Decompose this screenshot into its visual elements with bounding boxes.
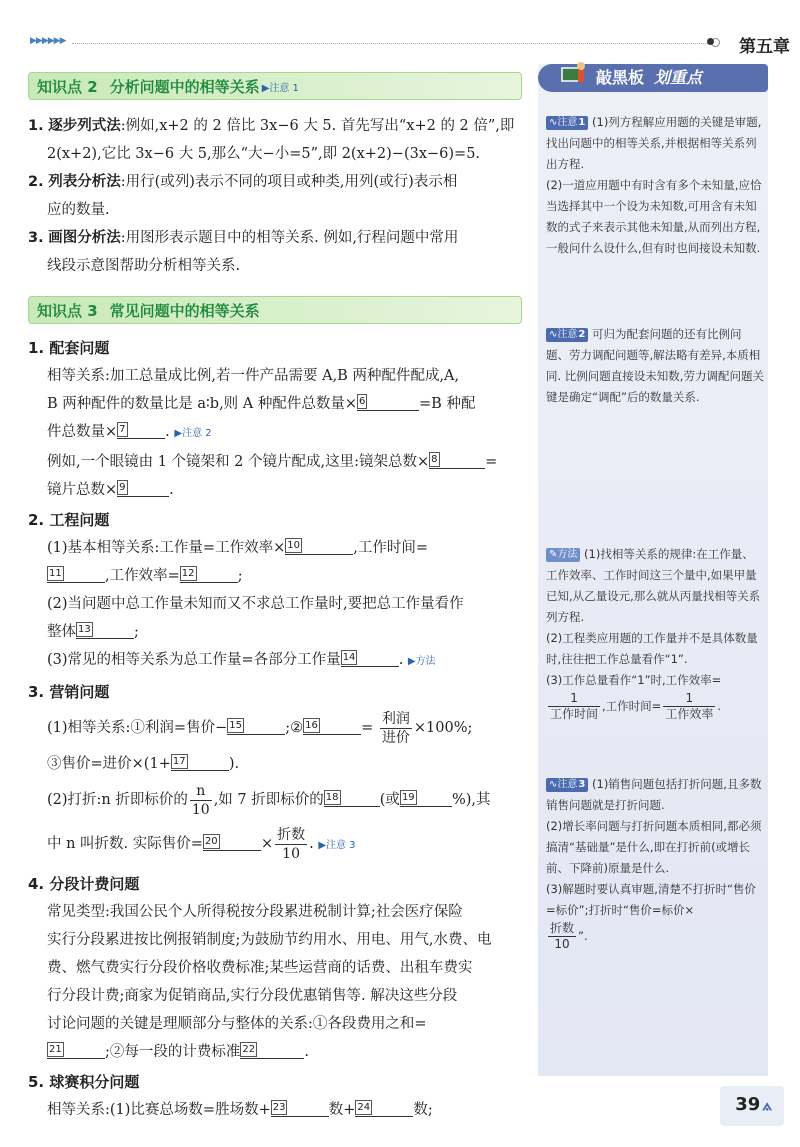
item-number: 1.: [28, 118, 44, 134]
kp2-label: 知识点 2: [37, 77, 98, 96]
note3-link[interactable]: ▶注意 3: [318, 840, 356, 851]
kp3-title: 常见问题中的相等关系: [109, 301, 260, 320]
efficiency-fraction: $\frac{1}{\text{工作时间}}$: [550, 691, 599, 721]
blank-22[interactable]: 22: [240, 1041, 304, 1059]
section-line: B 两种配件的数量比是 a∶b,则 A 种配件总数量× 6 =B 种配: [28, 390, 522, 418]
blank-8[interactable]: 8: [429, 451, 485, 469]
section-line: (2)打折:n 折即标价的 $\frac{n}{10}$ ,如 7 折即标价的 18 (或 19 %),其: [47, 782, 491, 818]
side-header-title: 敲黑板: [596, 68, 645, 87]
side-method: ✎方法 (1)找相等关系的规律:在工作量、工作效率、工作时间这三个量中,如果甲量已知,从乙量设元,那么就从丙量找相等关系列方程. (2)工程类应用题的工作量并不是具体数量时,往往把工作总量看作“1”. (3)工作总量看作“1”时,工作效率= $\frac{1}{\text{工作时间}}$ ,工作时间= $\frac{1}{\text{工作效率}}$ .: [546, 547, 761, 721]
section-line: 费、燃气费实行分段价格收费标准;某些运营商的话费、出租车费实: [47, 960, 473, 976]
kp3-section-5: [28, 1068, 522, 1124]
chapter-title: 第五章: [739, 37, 790, 57]
side-note-1: ∿注意1 (1)列方程解应用题的关键是审题,找出问题中的相等关系,并根据相等关系列出方程. (2)一道应用题中有时含有多个未知量,应恰当选择其中一个设为未知数,可用含有未知数的式子来表示其他未知量,从而列出方程,一般问什么设什么,但有时也间接设未知数.: [546, 115, 762, 255]
section-line: (2)当问题中总工作量未知而又不求总工作量时,要把总工作量看作: [47, 596, 464, 612]
blank-17[interactable]: 17: [171, 753, 229, 771]
a-logo-icon: ⟑: [762, 1095, 772, 1114]
blank-24[interactable]: 24: [355, 1099, 413, 1117]
side-panel: [538, 64, 768, 1076]
item-number: 2.: [28, 174, 44, 190]
method-tag: ✎方法: [546, 548, 580, 562]
kp2-item-1: [28, 112, 522, 140]
item-lead: 画图分析法: [48, 230, 121, 246]
kp2-item-1-cont: [28, 140, 522, 168]
chapter-dot: [707, 38, 714, 45]
wave-icon: ∿: [549, 779, 558, 790]
blank-10[interactable]: 10: [285, 537, 353, 555]
section-line: ③售价=进价×(1+ 17 ).: [28, 750, 522, 778]
kp3-section-2: [28, 506, 522, 676]
blank-23[interactable]: 23: [271, 1099, 329, 1117]
section-line: 常见类型:我国公民个人所得税按分段累进税制计算;社会医疗保险: [47, 904, 463, 920]
section-title: 5. 球赛积分问题: [28, 1073, 140, 1091]
note-tag: ∿注意3: [546, 778, 588, 792]
kp3-section-3: [28, 678, 522, 868]
item-lead: 逐步列式法: [48, 118, 121, 134]
section-line: 实行分段累进按比例报销制度;为鼓励节约用水、用电、用气,水费、电: [47, 932, 492, 948]
kp2-item-3-cont: [28, 252, 522, 280]
blank-20[interactable]: 20: [203, 833, 261, 851]
method-link[interactable]: ▶方法: [407, 656, 436, 667]
side-header: [538, 64, 768, 92]
item-lead: 列表分析法: [48, 174, 121, 190]
section-line: (1)基本相等关系:工作量=工作效率× 10 ,工作时间=: [28, 534, 522, 562]
kp2-item-2-cont: [28, 196, 522, 224]
section-line: 镜片总数× 9 .: [28, 476, 522, 504]
blank-14[interactable]: 14: [341, 649, 399, 667]
section-line: 整体 13 ;: [28, 618, 522, 646]
section-title: 2. 工程问题: [28, 511, 110, 529]
item-text: 2(x+2),它比 3x−6 大 5,那么“大−小=5”,即 2(x+2)−(3x−6)=5.: [47, 146, 481, 162]
section-line: (3)常见的相等关系为总工作量=各部分工作量 14 . ▶方法: [28, 646, 522, 676]
side-note-2: ∿注意2 可归为配套问题的还有比例问题、劳力调配问题等,解法略有差异,本质相同. 比例问题直接设未知数,劳力调配问题关键是确定“调配”后的数量关系.: [546, 327, 764, 404]
teacher-icon: [560, 60, 588, 88]
note-tag: ∿注意2: [546, 328, 588, 342]
section-line: 11 ,工作效率= 12 ;: [28, 562, 522, 590]
side-header-subtitle: 划重点: [654, 68, 703, 87]
blank-15[interactable]: 15: [227, 717, 285, 735]
blank-11[interactable]: 11: [47, 565, 105, 583]
kp3-bar: [28, 296, 522, 324]
item-text: :用行(或列)表示不同的项目或种类,用列(或行)表示相: [120, 174, 458, 190]
section-line: 中 n 叫折数. 实际售价= 20 × $\frac{\text{折数}}{10}$ . ▶注意 3: [47, 826, 356, 862]
blank-13[interactable]: 13: [76, 621, 134, 639]
blank-6[interactable]: 6: [357, 393, 419, 411]
lightbulb-icon: ✎: [549, 549, 558, 560]
blank-16[interactable]: 16: [303, 717, 361, 735]
side-note-3: ∿注意3 (1)销售问题包括打折问题,且多数销售问题就是打折问题. (2)增长率问题与打折问题本质相同,都必须搞清“基础量”是什么,即在打折前(或增长前、下降前)原量是什么. (3)解题时要认真审题,清楚不打折时“售价=标价”;打折时“售价=标价× $\frac{\text{折数}}{10}$ ”.: [546, 777, 762, 951]
kp3-section-1: [28, 334, 522, 504]
section-title: 4. 分段计费问题: [28, 875, 140, 893]
n-fraction: $\frac{n}{10}$: [191, 782, 210, 818]
profit-fraction: $\frac{\text{利润}}{\text{进价}}$: [381, 710, 410, 746]
blank-21[interactable]: 21: [47, 1041, 105, 1059]
time-fraction: $\frac{1}{\text{工作效率}}$: [665, 691, 714, 721]
kp3-section-4: [28, 870, 522, 1066]
kp3-label: 知识点 3: [37, 301, 98, 320]
note2-link[interactable]: ▶注意 2: [174, 428, 212, 439]
wave-icon: ∿: [549, 117, 558, 128]
section-title: 1. 配套问题: [28, 339, 110, 357]
discount-fraction-side: $\frac{\text{折数}}{10}$: [550, 921, 575, 951]
item-text: 应的数量.: [47, 202, 110, 218]
header-rule: [72, 43, 710, 44]
blank-7[interactable]: 7: [117, 421, 165, 439]
kp2-item-2: [28, 168, 522, 196]
section-line: 21 ;②每一段的计费标准 22 .: [28, 1038, 522, 1066]
header-arrows: ▶▶▶▶▶▶: [30, 36, 66, 46]
section-line: 相等关系:加工总量成比例,若一件产品需要 A,B 两种配件配成,A,: [47, 368, 460, 384]
section-line: 相等关系:(1)比赛总场数=胜场数+ 23 数+ 24 数;: [28, 1096, 522, 1124]
item-number: 3.: [28, 230, 44, 246]
item-text: 线段示意图帮助分析相等关系.: [47, 258, 241, 274]
blank-18[interactable]: 18: [324, 789, 380, 807]
blank-9[interactable]: 9: [117, 479, 169, 497]
item-text: :用图形表示题目中的相等关系. 例如,行程问题中常用: [120, 230, 459, 246]
kp2-bar: [28, 72, 522, 100]
section-line: 讨论问题的关键是理顺部分与整体的关系:①各段费用之和=: [47, 1016, 427, 1032]
discount-fraction: $\frac{\text{折数}}{10}$: [277, 826, 306, 862]
wave-icon: ∿: [549, 329, 558, 340]
kp2-list: [28, 112, 522, 280]
section-line: 件总数量× 7 . ▶注意 2: [28, 418, 522, 448]
kp2-note-link[interactable]: ▶注意 1: [261, 82, 299, 94]
note-tag: ∿注意1: [546, 116, 588, 130]
section-line: (1)相等关系:①利润=售价− 15 ;② 16 = $\frac{\text{利润}}{\text{进价}}$ ×100%;: [47, 710, 473, 746]
section-title: 3. 营销问题: [28, 683, 110, 701]
kp2-item-3: [28, 224, 522, 252]
section-line: 例如,一个眼镜由 1 个镜架和 2 个镜片配成,这里:镜架总数× 8 =: [28, 448, 522, 476]
main-column: [28, 72, 522, 1124]
blank-12[interactable]: 12: [180, 565, 238, 583]
blank-19[interactable]: 19: [400, 789, 452, 807]
section-line: 行分段计费;商家为促销商品,实行分段优惠销售等. 解决这些分段: [47, 988, 458, 1004]
page-number: 39 ⟑: [735, 1094, 772, 1115]
item-text: :例如,x+2 的 2 倍比 3x−6 大 5. 首先写出“x+2 的 2 倍”,即: [120, 118, 515, 134]
kp2-title: 分析问题中的相等关系: [109, 77, 260, 96]
